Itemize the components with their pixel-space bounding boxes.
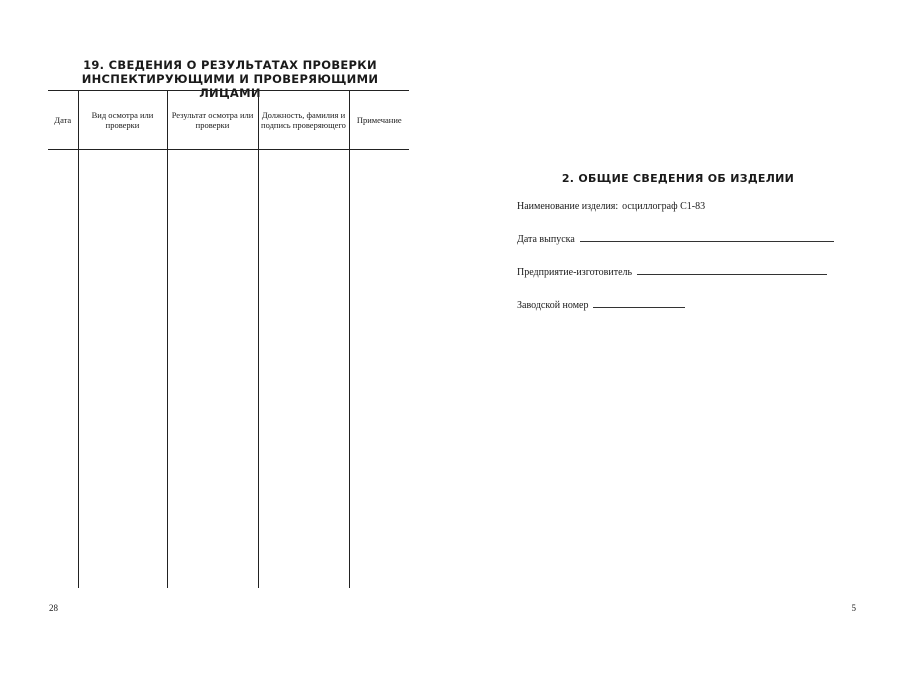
field-label: Дата выпуска [517,234,575,245]
column-header-date: Дата [48,91,78,150]
section-title-line-1: 19. СВЕДЕНИЯ О РЕЗУЛЬТАТАХ ПРОВЕРКИ [83,58,377,72]
blank-line [580,240,834,242]
right-page [450,0,900,685]
column-header-inspector: Должность, фамилия и подпись проверяющего [258,91,349,150]
column-header-inspection-result: Результат осмотра или проверки [167,91,258,150]
table-cell-note [349,150,409,589]
field-label: Предприятие-изготовитель [517,267,633,278]
blank-line [593,306,685,308]
table-row [48,150,409,589]
field-value: осциллограф С1-83 [622,201,706,212]
column-header-inspection-type: Вид осмотра или проверки [78,91,167,150]
column-header-note: Примечание [349,91,409,150]
section-title-line-2: ИНСПЕКТИРУЮЩИМИ И ПРОВЕРЯЮЩИМИ ЛИЦАМИ [81,72,379,100]
section-title-general-info: 2. ОБЩИЕ СВЕДЕНИЯ ОБ ИЗДЕЛИИ [561,172,795,185]
table-cell-inspection-type [78,150,167,589]
page-number-left: 28 [49,603,58,613]
table-cell-inspector [258,150,349,589]
field-label: Заводской номер [517,300,589,311]
field-label: Наименование изделия: [517,201,619,212]
field-manufacturer [517,267,827,278]
field-release-date [517,234,834,245]
page-number-right: 5 [851,603,856,613]
blank-line [637,273,827,275]
inspection-results-table [48,90,409,588]
table-cell-inspection-result [167,150,258,589]
table-cell-date [48,150,78,589]
field-serial-number [517,300,685,311]
field-product-name [517,201,705,212]
table-header-row [48,91,409,150]
